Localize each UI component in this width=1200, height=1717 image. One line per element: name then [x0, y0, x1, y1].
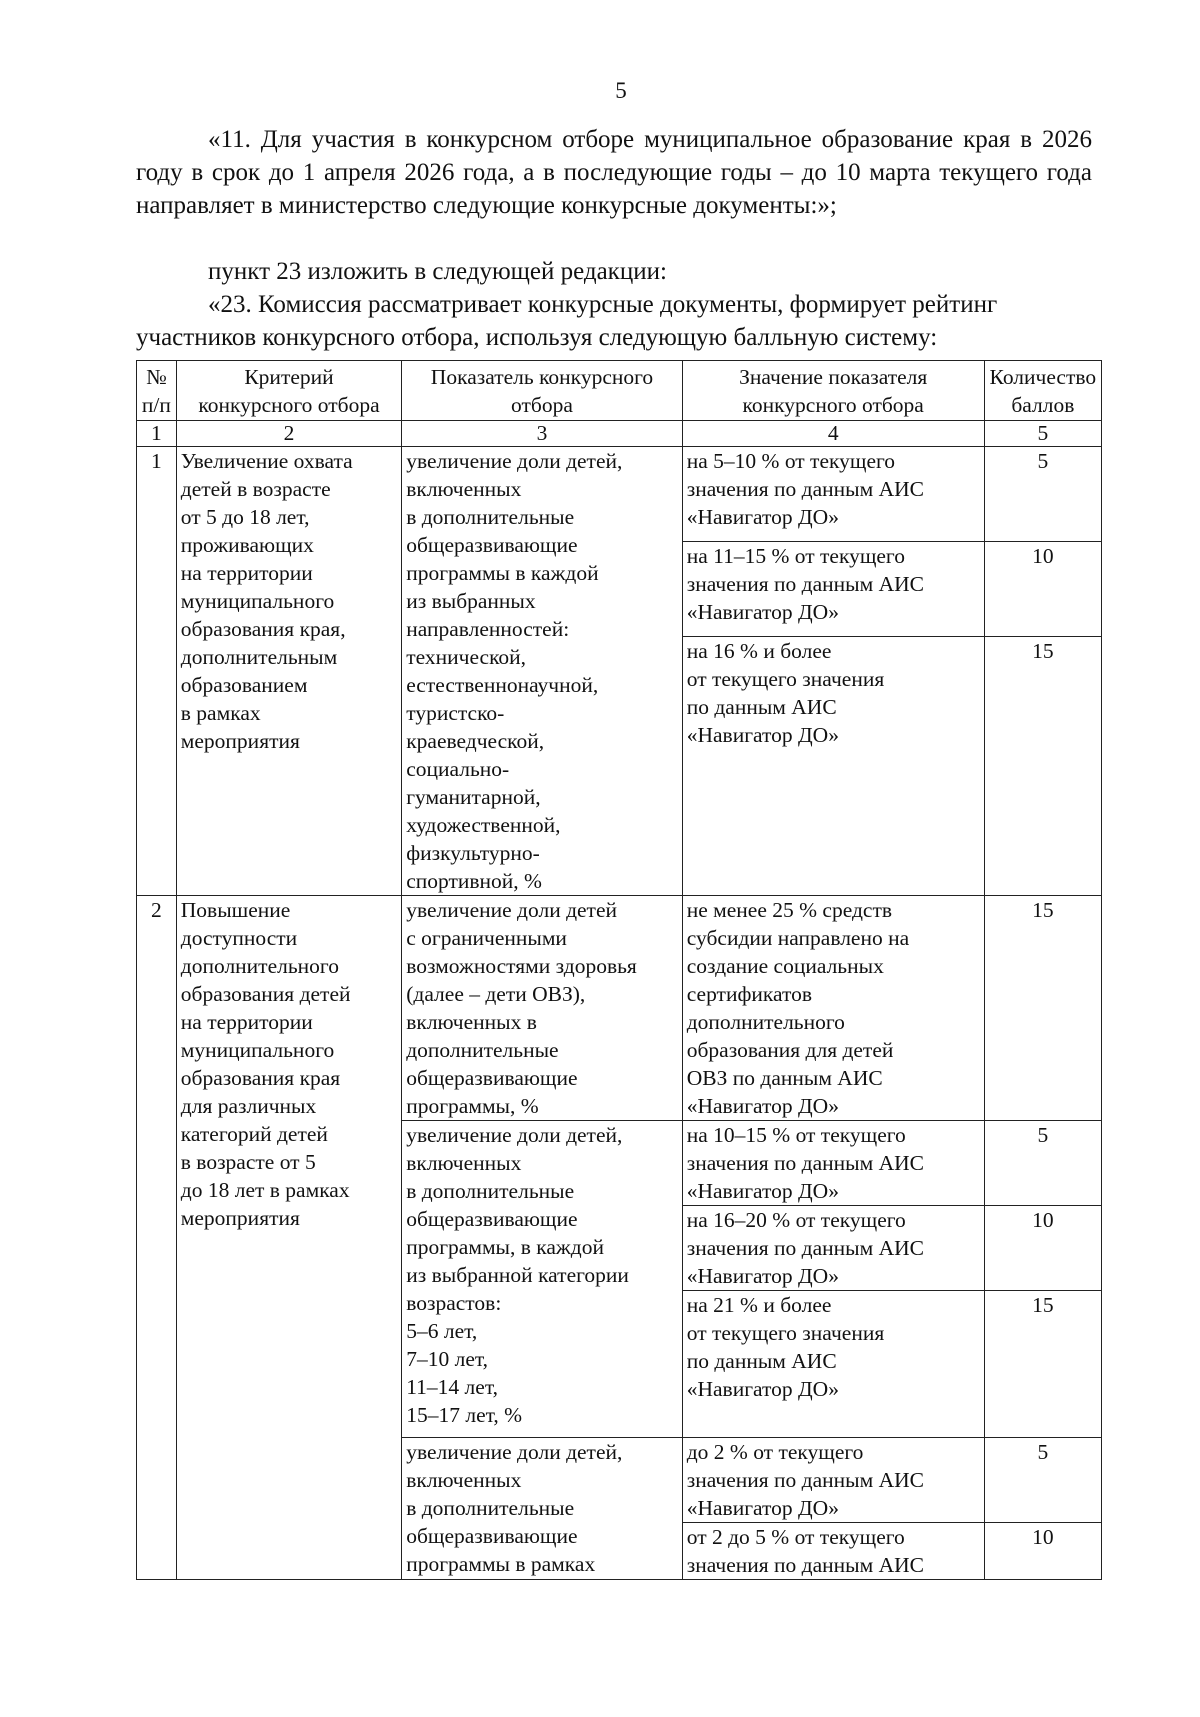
header-number: № п/п — [137, 361, 177, 421]
criterion-text: Повышение доступности дополнительного образования детей на территории муниципального образования края для различных категорий детей в возрасте от 5 до 18 лет в рамках мероприятия — [176, 896, 401, 1580]
points-value: 15 — [1032, 639, 1054, 663]
page-number: 5 — [615, 78, 627, 103]
points-cell — [984, 542, 1101, 637]
column-number: 3 — [402, 421, 683, 447]
indicator-value: на 21 % и более от текущего значения по данным АИС «Навигатор ДО» — [682, 1291, 984, 1438]
indicator-value: на 5–10 % от текущего значения по данным АИС «Навигатор ДО» — [682, 447, 984, 542]
table-row — [137, 447, 1102, 542]
header-indicator: Показатель конкурсного отбора — [402, 361, 683, 421]
header-criterion: Критерий конкурсного отбора — [176, 361, 401, 421]
indicator-text: увеличение доли детей, включенных в дополнительные общеразвивающие программы в рамках — [402, 1438, 683, 1580]
points-cell — [984, 896, 1101, 1121]
indicator-value: на 10–15 % от текущего значения по данным АИС «Навигатор ДО» — [682, 1121, 984, 1206]
indicator-value: на 11–15 % от текущего значения по данным АИС «Навигатор ДО» — [682, 542, 984, 637]
paragraph-clause-23: «23. Комиссия рассматривает конкурсные документы, формирует рейтинг участников конкурсного отбора, используя следующую балльную систему: — [136, 291, 998, 351]
column-number: 4 — [682, 421, 984, 447]
points-value: 10 — [1032, 1525, 1054, 1549]
points-cell — [984, 1523, 1101, 1580]
header-value: Значение показателя конкурсного отбора — [682, 361, 984, 421]
points-value: 15 — [1032, 1293, 1054, 1317]
points-cell — [984, 1206, 1101, 1291]
points-cell — [984, 447, 1101, 542]
indicator-text: увеличение доли детей с ограниченными возможностями здоровья (далее – дети ОВЗ), включенных в дополнительные общеразвивающие программы, % — [402, 896, 683, 1121]
column-number: 5 — [984, 421, 1101, 447]
criterion-number: 2 — [137, 896, 177, 1580]
points-cell — [984, 1438, 1101, 1523]
points-value: 10 — [1032, 544, 1054, 568]
points-value: 5 — [1037, 449, 1049, 473]
points-cell — [984, 1291, 1101, 1438]
points-value: 10 — [1032, 1208, 1054, 1232]
criterion-number: 1 — [137, 447, 177, 896]
criteria-table — [136, 360, 1102, 1580]
points-value: 15 — [1032, 898, 1054, 922]
indicator-text: увеличение доли детей, включенных в дополнительные общеразвивающие программы в каждой из выбранных направленностей: технической, естественнонаучной, туристско- краеведческой, социально- гуманитарной, художественной, физкультурно- спортивной, % — [402, 447, 683, 896]
points-value: 5 — [1037, 1123, 1049, 1147]
table-row — [137, 896, 1102, 1121]
indicator-value: до 2 % от текущего значения по данным АИС «Навигатор ДО» — [682, 1438, 984, 1523]
paragraph-clause-11: «11. Для участия в конкурсном отборе муниципальное образование края в 2026 году в срок до 1 апреля 2026 года, а в последующие годы – до 10 марта текущего года направляет в министерство следующие конкурсные документы:»; — [136, 126, 1092, 219]
paragraph-clause-23-intro: пункт 23 изложить в следующей редакции: — [208, 258, 667, 285]
criterion-text: Увеличение охвата детей в возрасте от 5 до 18 лет, проживающих на территории муниципального образования края, дополнительным образованием в рамках мероприятия — [176, 447, 401, 896]
points-cell — [984, 637, 1101, 896]
header-points: Количество баллов — [984, 361, 1101, 421]
indicator-value: на 16 % и более от текущего значения по данным АИС «Навигатор ДО» — [682, 637, 984, 896]
column-number: 2 — [176, 421, 401, 447]
indicator-value: на 16–20 % от текущего значения по данным АИС «Навигатор ДО» — [682, 1206, 984, 1291]
indicator-value: не менее 25 % средств субсидии направлено на создание социальных сертификатов дополнительного образования для детей ОВЗ по данным АИС «Навигатор ДО» — [682, 896, 984, 1121]
table-header — [137, 361, 1102, 447]
indicator-text: увеличение доли детей, включенных в дополнительные общеразвивающие программы, в каждой из выбранной категории возрастов: 5–6 лет, 7–10 лет, 11–14 лет, 15–17 лет, % — [402, 1121, 683, 1438]
indicator-value: от 2 до 5 % от текущего значения по данным АИС — [682, 1523, 984, 1580]
points-value: 5 — [1037, 1440, 1049, 1464]
column-number: 1 — [137, 421, 177, 447]
points-cell — [984, 1121, 1101, 1206]
